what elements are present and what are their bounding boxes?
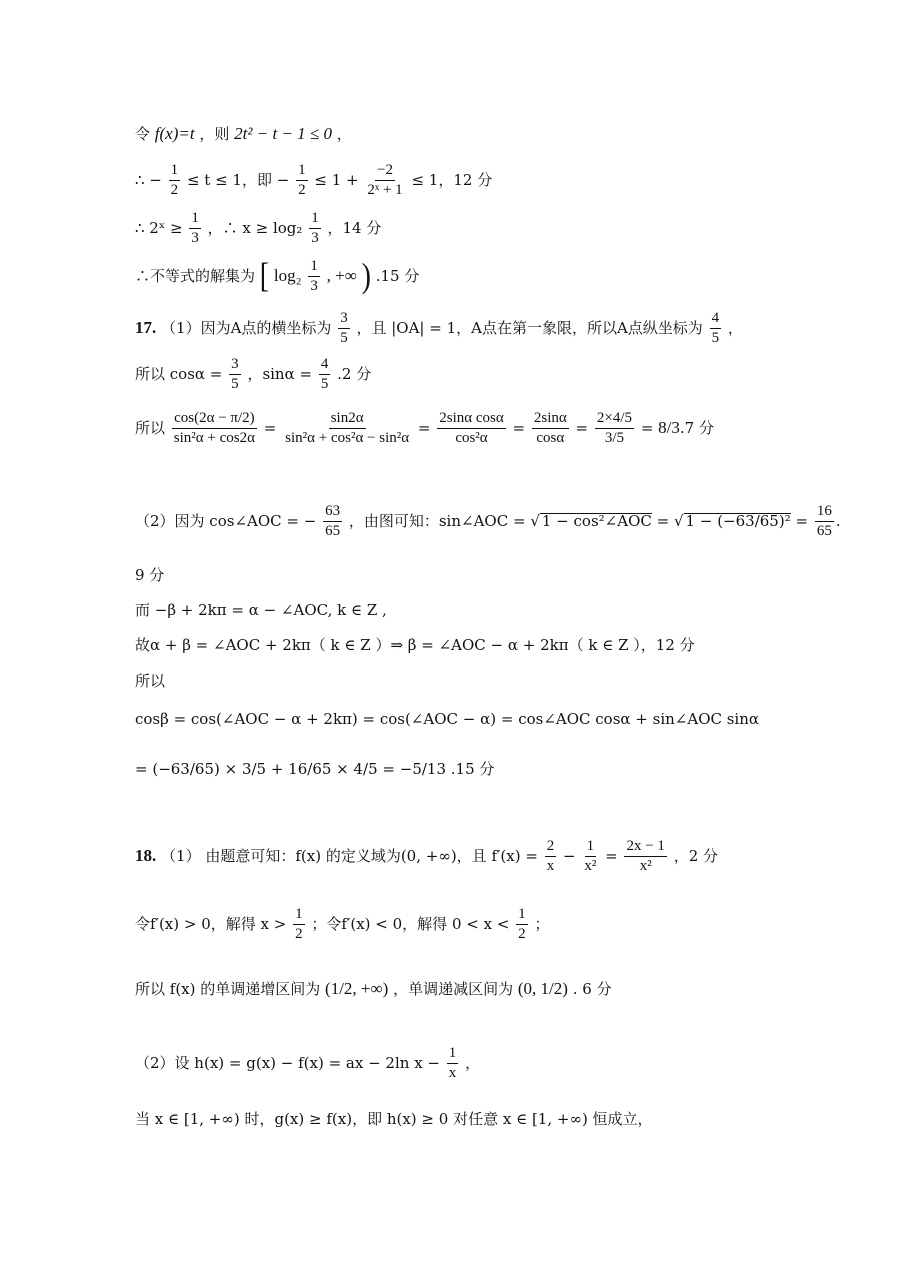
denominator: 3 xyxy=(191,230,199,247)
denominator: cosα xyxy=(536,430,565,447)
fraction xyxy=(582,838,598,876)
fraction xyxy=(309,210,321,248)
line-18 xyxy=(135,1045,480,1083)
numerator: 16 xyxy=(815,503,834,522)
text: = (−63/65) × 3/5 + 16/65 × 4/5 = −5/13 .15 分 xyxy=(135,760,495,778)
numerator: 1 xyxy=(189,210,201,229)
fraction xyxy=(229,356,241,394)
denominator: 65 xyxy=(325,523,341,540)
fraction xyxy=(545,838,557,876)
line-9 xyxy=(135,568,164,583)
text: .2 分 xyxy=(337,364,372,383)
denominator: 65 xyxy=(816,523,832,540)
text: 当 x ∈ [1, +∞) 时，g(x) ≥ f(x)，即 h(x) ≥ 0 对任意 x ∈ [1, +∞) 恒成立， xyxy=(135,1110,653,1128)
line-11 xyxy=(135,638,695,653)
text: ，14 分 xyxy=(327,218,382,237)
denominator: 5 xyxy=(711,330,720,347)
fraction xyxy=(710,310,722,348)
text: .15 分 xyxy=(375,266,420,285)
text: . xyxy=(835,511,841,530)
line-3 xyxy=(135,210,381,248)
left-bracket: [ xyxy=(259,256,270,296)
denominator: 2 xyxy=(295,926,303,943)
numerator: 4 xyxy=(319,356,331,375)
line-13 xyxy=(135,712,759,727)
line-6 xyxy=(135,356,371,394)
line-8 xyxy=(135,503,841,541)
text: ，则 xyxy=(199,125,230,143)
interval: (1/2, +∞) xyxy=(325,979,389,998)
text: （2）设 h(x) = g(x) − f(x) = ax − 2ln x − xyxy=(135,1053,441,1072)
text: ，2 分 xyxy=(673,846,719,865)
numerator: 2x − 1 xyxy=(624,838,666,857)
numerator: 1 xyxy=(516,906,528,925)
denominator: 5 xyxy=(320,376,329,393)
math-expr: f(x)=t xyxy=(154,124,195,143)
equals: = xyxy=(263,418,277,437)
fraction xyxy=(516,906,528,944)
fraction xyxy=(319,356,331,394)
denominator: x xyxy=(448,1065,457,1082)
problem-number: 17. xyxy=(135,317,157,337)
numerator: sin2α xyxy=(329,410,366,429)
numerator: −2 xyxy=(375,162,395,181)
line-10 xyxy=(135,603,387,618)
fraction xyxy=(532,410,569,448)
text: ，∴ x ≥ log₂ xyxy=(207,218,303,237)
numerator: 1 xyxy=(585,838,597,857)
line-1 xyxy=(135,125,352,142)
result: 8/3 xyxy=(658,417,680,437)
numerator: 3 xyxy=(229,356,241,375)
text: ≤ 1，12 分 xyxy=(411,170,493,189)
text: , +∞ xyxy=(326,265,357,285)
line-5 xyxy=(135,310,743,348)
text: ，单调递减区间为 xyxy=(393,980,514,998)
right-paren: ) xyxy=(361,256,371,296)
text: .7 分 xyxy=(679,418,714,437)
fraction xyxy=(296,162,308,200)
denominator: 2 xyxy=(518,926,526,943)
numerator: 2×4/5 xyxy=(595,410,634,429)
fraction xyxy=(365,162,404,200)
text: log₂ xyxy=(273,265,302,285)
sqrt-sign: √ xyxy=(530,511,540,530)
text: （1） 由题意可知：f(x) 的定义域为(0, +∞)，且 f′(x) = xyxy=(161,846,538,865)
radicand: 1 − cos²∠AOC xyxy=(541,511,652,530)
denominator: 5 xyxy=(231,376,239,393)
line-19 xyxy=(135,1112,653,1127)
interval: (0, 1/2) xyxy=(517,979,568,998)
equals: = xyxy=(575,418,589,437)
text: − xyxy=(562,846,576,865)
numerator: 4 xyxy=(710,310,722,329)
text: ， xyxy=(465,1053,481,1072)
text: ， xyxy=(336,125,352,143)
text: = xyxy=(656,511,670,530)
denominator: 2 xyxy=(298,182,306,199)
numerator: 1 xyxy=(296,162,308,181)
fraction xyxy=(338,310,350,348)
fraction xyxy=(437,410,505,448)
fraction xyxy=(308,258,320,296)
text: 令 xyxy=(135,125,151,143)
denominator: x² xyxy=(584,858,597,875)
numerator: 3 xyxy=(338,310,350,329)
sqrt-sign: √ xyxy=(673,511,684,530)
numerator: 2sinα cosα xyxy=(437,410,505,429)
problem-number: 18. xyxy=(135,845,157,865)
fraction xyxy=(169,162,181,200)
text: ，由图可知：sin∠AOC = xyxy=(348,511,526,530)
equals: = xyxy=(512,418,526,437)
text: ≤ 1 + xyxy=(314,170,359,189)
text: 所以 cosα = xyxy=(135,364,223,383)
text: ，且 |OA| = 1，A点在第一象限，所以A点纵坐标为 xyxy=(356,318,703,337)
text: ； xyxy=(534,914,550,933)
numerator: 1 xyxy=(293,906,305,925)
numerator: 2 xyxy=(545,838,557,857)
line-14 xyxy=(135,762,494,777)
fraction xyxy=(283,410,411,448)
text: （2）因为 cos∠AOC = − xyxy=(135,511,317,530)
numerator: 1 xyxy=(169,162,181,181)
text: ∴不等式的解集为 xyxy=(135,266,256,285)
text: ， xyxy=(727,318,743,337)
fraction xyxy=(323,503,342,541)
fraction xyxy=(624,838,666,876)
fraction xyxy=(595,410,634,448)
line-7 xyxy=(135,410,714,448)
line-12 xyxy=(135,674,165,689)
text: ∴ 2ˣ ≥ xyxy=(135,218,183,237)
text: = xyxy=(605,846,618,865)
fraction xyxy=(293,906,305,944)
radicand: 1 − (−63/65)² xyxy=(685,511,791,530)
numerator: 1 xyxy=(447,1045,459,1064)
denominator: 3 xyxy=(311,230,319,247)
text: （1）因为A点的横坐标为 xyxy=(161,318,332,337)
text: ，sinα = xyxy=(247,364,313,383)
numerator: 63 xyxy=(323,503,342,522)
line-16 xyxy=(135,906,549,944)
text: 而 −β + 2kπ = α − ∠AOC, k ∈ Z , xyxy=(135,601,387,619)
text: . 6 分 xyxy=(572,980,612,998)
numerator: 1 xyxy=(309,210,321,229)
text: 所以 xyxy=(135,672,166,690)
denominator: 3 xyxy=(310,278,318,295)
denominator: 3/5 xyxy=(604,430,625,447)
text: ∴ − xyxy=(135,170,162,189)
fraction xyxy=(172,410,257,448)
numerator: 2sinα xyxy=(532,410,569,429)
text: ；令f′(x) < 0，解得 0 < x < xyxy=(311,914,510,933)
denominator: 2ˣ + 1 xyxy=(367,182,403,199)
denominator: x² xyxy=(639,858,652,875)
text: 令f′(x) > 0，解得 x > xyxy=(135,914,287,933)
denominator: sin²α + cos2α xyxy=(173,430,255,447)
denominator: x xyxy=(546,858,555,875)
line-4 xyxy=(135,258,419,296)
denominator: 2 xyxy=(170,182,179,199)
equals: = xyxy=(417,418,431,437)
text: ≤ t ≤ 1，即 − xyxy=(186,170,290,189)
fraction xyxy=(189,210,201,248)
fraction xyxy=(447,1045,459,1083)
line-15 xyxy=(135,838,718,876)
numerator: cos(2α − π/2) xyxy=(172,410,257,429)
text: = xyxy=(795,511,809,530)
text: 所以 xyxy=(135,418,166,437)
text: cosβ = cos(∠AOC − α + 2kπ) = cos(∠AOC − α) = cos∠AOC cosα + sin∠AOC sinα xyxy=(135,710,760,728)
math-expr: 2t² − t − 1 ≤ 0 xyxy=(234,124,332,143)
denominator: 5 xyxy=(340,330,348,347)
denominator: sin²α + cos²α − sin²α xyxy=(285,430,410,447)
text: 故α + β = ∠AOC + 2kπ（ k ∈ Z ）⇒ β = ∠AOC − α + 2kπ（ k ∈ Z ），12 分 xyxy=(135,636,695,654)
text: 9 分 xyxy=(135,566,165,584)
denominator: cos²α xyxy=(455,430,488,447)
line-2 xyxy=(135,162,492,200)
fraction xyxy=(815,503,834,541)
numerator: 1 xyxy=(308,258,320,277)
equals: = xyxy=(640,418,654,437)
text: 所以 f(x) 的单调递增区间为 xyxy=(135,980,321,998)
line-17 xyxy=(135,980,612,997)
